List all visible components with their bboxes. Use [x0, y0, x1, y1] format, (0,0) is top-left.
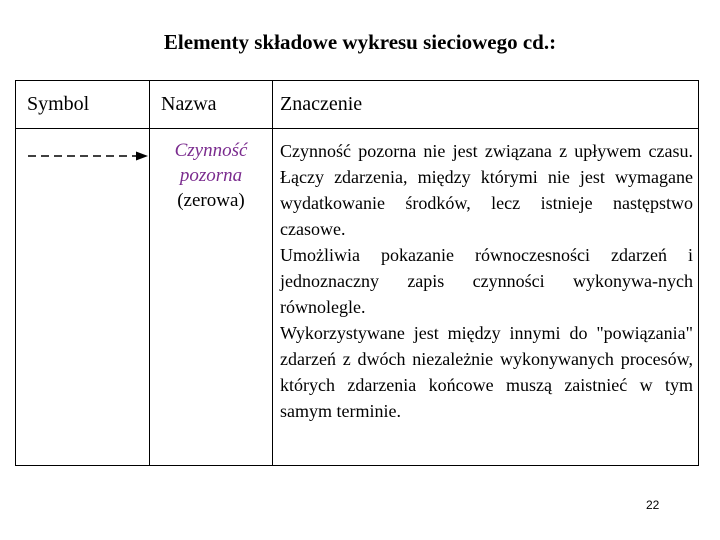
activity-name: Czynność	[174, 140, 248, 161]
column-divider-name-meaning	[272, 80, 273, 466]
header-divider	[15, 128, 699, 129]
meaning-paragraph: Umożliwia pokazanie równoczesności zdarzeń i jednoznaczny zapis czynności wykonywa-nych równolegle.	[280, 245, 693, 317]
meaning-paragraph: Czynność pozorna nie jest związana z upływem czasu. Łączy zdarzenia, między którymi nie jest wymagane wydatkowanie środków, lecz istnieje następstwo czasowe.	[280, 141, 693, 239]
page-number: 22	[646, 498, 660, 512]
activity-name-qualifier: pozorna	[179, 165, 243, 186]
name-cell	[150, 138, 272, 213]
slide-title: Elementy składowe wykresu sieciowego cd.:	[163, 30, 557, 54]
meaning-paragraph: Wykorzystywane jest między innymi do "powiązania" zdarzeń z dwóch niezależnie wykonywanych procesów, których zdarzenia końcowe muszą zaistnieć w tym samym terminie.	[280, 323, 693, 421]
activity-alt-name: (zerowa)	[177, 190, 245, 211]
header-name: Nazwa	[161, 93, 217, 115]
header-symbol: Symbol	[27, 93, 90, 115]
dashed-arrow-icon	[28, 150, 148, 162]
meaning-cell	[280, 138, 693, 424]
header-meaning: Znaczenie	[280, 93, 363, 115]
